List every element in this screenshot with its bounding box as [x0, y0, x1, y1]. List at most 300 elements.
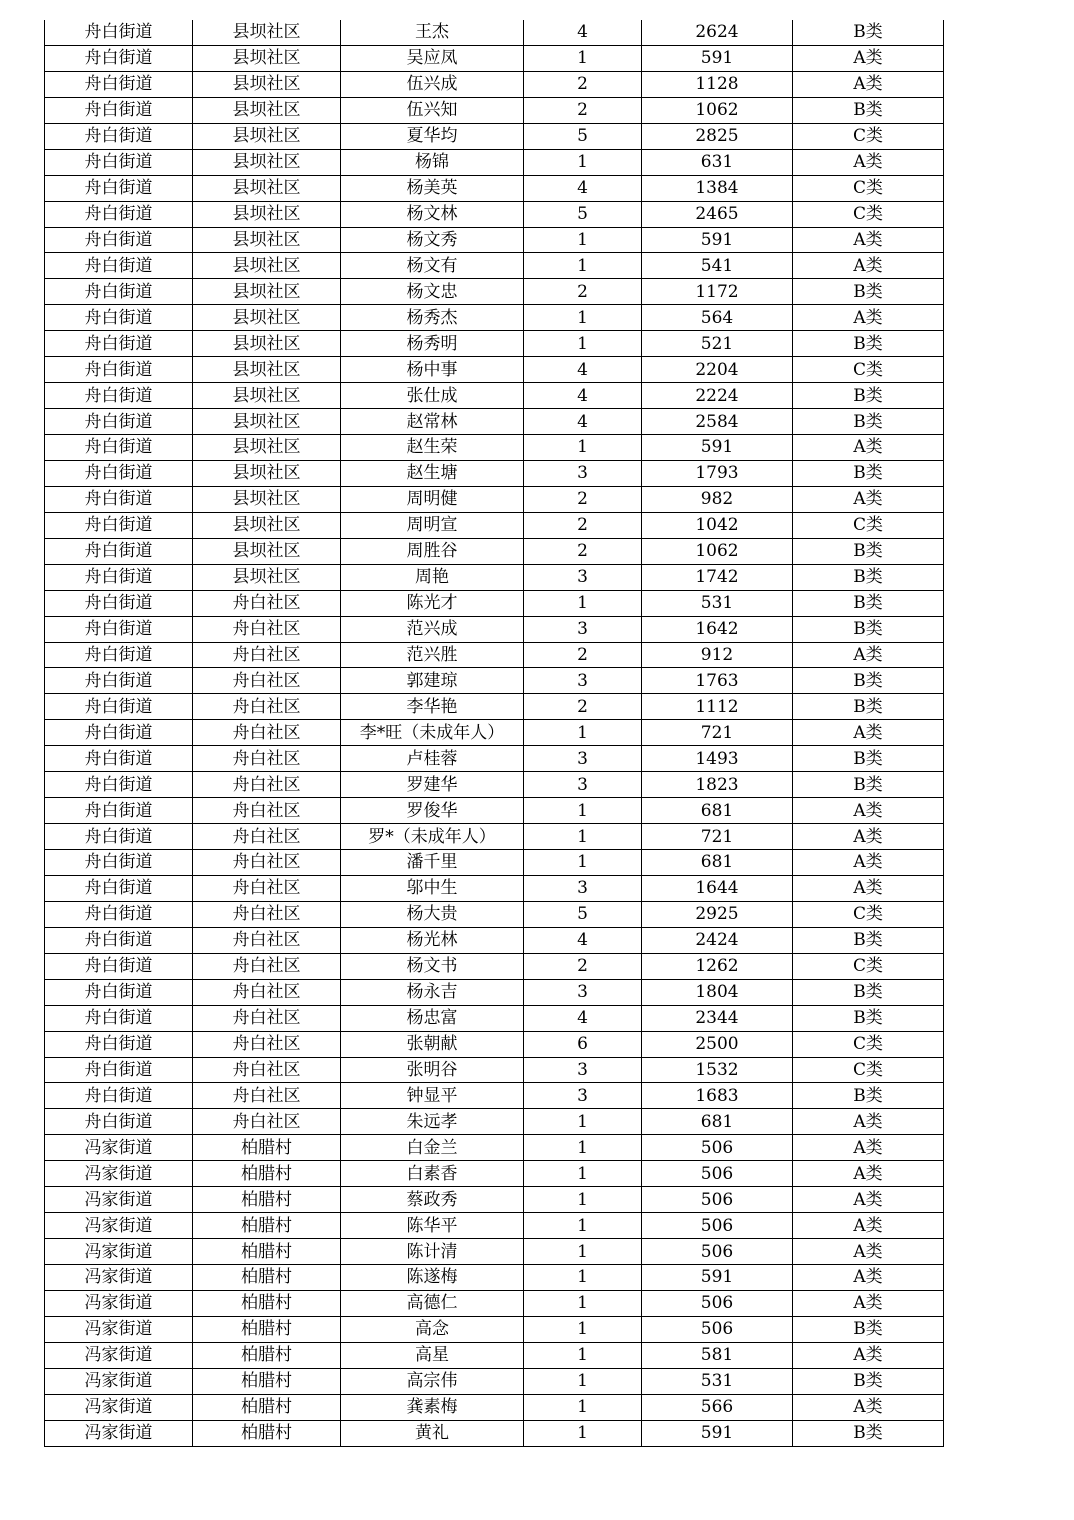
name-cell: 罗*（未成年人） [341, 824, 524, 850]
table-row [45, 1265, 944, 1291]
amount-cell: 1384 [642, 175, 793, 201]
table-row [45, 979, 944, 1005]
name-cell: 张明谷 [341, 1057, 524, 1083]
community-cell: 县坝社区 [193, 201, 341, 227]
street-cell: 舟白街道 [45, 305, 193, 331]
name-cell: 王杰 [341, 20, 524, 45]
street-cell: 冯家街道 [45, 1213, 193, 1239]
community-cell: 舟白社区 [193, 694, 341, 720]
category-cell: A类 [793, 824, 944, 850]
amount-cell: 531 [642, 1368, 793, 1394]
community-cell: 县坝社区 [193, 435, 341, 461]
category-cell: A类 [793, 850, 944, 876]
category-cell: C类 [793, 357, 944, 383]
category-cell: C类 [793, 512, 944, 538]
household-size-cell: 4 [524, 927, 642, 953]
community-cell: 舟白社区 [193, 1031, 341, 1057]
community-cell: 柏腊村 [193, 1394, 341, 1420]
street-cell: 舟白街道 [45, 1005, 193, 1031]
table-row [45, 201, 944, 227]
category-cell: B类 [793, 927, 944, 953]
street-cell: 舟白街道 [45, 123, 193, 149]
name-cell: 陈遂梅 [341, 1265, 524, 1291]
community-cell: 舟白社区 [193, 979, 341, 1005]
street-cell: 舟白街道 [45, 253, 193, 279]
name-cell: 陈计清 [341, 1239, 524, 1265]
table-row [45, 1290, 944, 1316]
amount-cell: 1062 [642, 538, 793, 564]
table-row [45, 1057, 944, 1083]
name-cell: 杨文有 [341, 253, 524, 279]
amount-cell: 564 [642, 305, 793, 331]
amount-cell: 1128 [642, 71, 793, 97]
street-cell: 舟白街道 [45, 383, 193, 409]
name-cell: 杨文林 [341, 201, 524, 227]
household-size-cell: 1 [524, 824, 642, 850]
community-cell: 县坝社区 [193, 564, 341, 590]
category-cell: B类 [793, 1005, 944, 1031]
name-cell: 李华艳 [341, 694, 524, 720]
household-size-cell: 1 [524, 850, 642, 876]
street-cell: 舟白街道 [45, 512, 193, 538]
street-cell: 舟白街道 [45, 97, 193, 123]
household-size-cell: 5 [524, 901, 642, 927]
name-cell: 赵生塘 [341, 460, 524, 486]
name-cell: 陈华平 [341, 1213, 524, 1239]
amount-cell: 2925 [642, 901, 793, 927]
amount-cell: 541 [642, 253, 793, 279]
community-cell: 柏腊村 [193, 1290, 341, 1316]
street-cell: 舟白街道 [45, 175, 193, 201]
amount-cell: 1042 [642, 512, 793, 538]
community-cell: 柏腊村 [193, 1161, 341, 1187]
community-cell: 柏腊村 [193, 1135, 341, 1161]
household-size-cell: 3 [524, 1057, 642, 1083]
name-cell: 杨永吉 [341, 979, 524, 1005]
table-row [45, 901, 944, 927]
amount-cell: 506 [642, 1213, 793, 1239]
household-size-cell: 1 [524, 1161, 642, 1187]
amount-cell: 591 [642, 435, 793, 461]
amount-cell: 2204 [642, 357, 793, 383]
name-cell: 杨秀杰 [341, 305, 524, 331]
name-cell: 李*旺（未成年人） [341, 720, 524, 746]
community-cell: 舟白社区 [193, 1083, 341, 1109]
name-cell: 范兴胜 [341, 642, 524, 668]
category-cell: B类 [793, 383, 944, 409]
amount-cell: 506 [642, 1239, 793, 1265]
street-cell: 舟白街道 [45, 227, 193, 253]
category-cell: A类 [793, 720, 944, 746]
table-row [45, 772, 944, 798]
community-cell: 县坝社区 [193, 486, 341, 512]
amount-cell: 591 [642, 227, 793, 253]
table-row [45, 642, 944, 668]
street-cell: 舟白街道 [45, 149, 193, 175]
table-row [45, 1187, 944, 1213]
amount-cell: 1683 [642, 1083, 793, 1109]
name-cell: 吴应凤 [341, 45, 524, 71]
category-cell: B类 [793, 590, 944, 616]
household-size-cell: 3 [524, 460, 642, 486]
amount-cell: 631 [642, 149, 793, 175]
household-size-cell: 1 [524, 149, 642, 175]
table-row [45, 331, 944, 357]
category-cell: A类 [793, 435, 944, 461]
table-row [45, 953, 944, 979]
household-size-cell: 1 [524, 1135, 642, 1161]
household-size-cell: 4 [524, 20, 642, 45]
community-cell: 县坝社区 [193, 279, 341, 305]
table-row [45, 175, 944, 201]
name-cell: 高宗伟 [341, 1368, 524, 1394]
amount-cell: 1642 [642, 616, 793, 642]
household-size-cell: 2 [524, 486, 642, 512]
community-cell: 县坝社区 [193, 409, 341, 435]
household-size-cell: 1 [524, 1213, 642, 1239]
community-cell: 舟白社区 [193, 927, 341, 953]
community-cell: 县坝社区 [193, 357, 341, 383]
street-cell: 舟白街道 [45, 772, 193, 798]
amount-cell: 1532 [642, 1057, 793, 1083]
table-row [45, 20, 944, 45]
table-row [45, 1135, 944, 1161]
category-cell: B类 [793, 668, 944, 694]
category-cell: A类 [793, 1290, 944, 1316]
community-cell: 县坝社区 [193, 20, 341, 45]
street-cell: 冯家街道 [45, 1316, 193, 1342]
community-cell: 柏腊村 [193, 1420, 341, 1446]
street-cell: 舟白街道 [45, 616, 193, 642]
category-cell: B类 [793, 1368, 944, 1394]
category-cell: B类 [793, 1420, 944, 1446]
community-cell: 舟白社区 [193, 824, 341, 850]
table-row [45, 1239, 944, 1265]
community-cell: 舟白社区 [193, 953, 341, 979]
name-cell: 杨文秀 [341, 227, 524, 253]
household-size-cell: 1 [524, 1187, 642, 1213]
household-size-cell: 2 [524, 538, 642, 564]
category-cell: B类 [793, 20, 944, 45]
amount-cell: 681 [642, 798, 793, 824]
community-cell: 柏腊村 [193, 1239, 341, 1265]
amount-cell: 506 [642, 1316, 793, 1342]
table-row [45, 850, 944, 876]
name-cell: 杨大贵 [341, 901, 524, 927]
name-cell: 杨锦 [341, 149, 524, 175]
street-cell: 舟白街道 [45, 20, 193, 45]
amount-cell: 1172 [642, 279, 793, 305]
amount-cell: 506 [642, 1187, 793, 1213]
category-cell: A类 [793, 1187, 944, 1213]
household-size-cell: 1 [524, 253, 642, 279]
household-size-cell: 6 [524, 1031, 642, 1057]
category-cell: B类 [793, 694, 944, 720]
amount-cell: 681 [642, 1109, 793, 1135]
household-size-cell: 1 [524, 1290, 642, 1316]
category-cell: B类 [793, 331, 944, 357]
category-cell: C类 [793, 1057, 944, 1083]
household-size-cell: 4 [524, 409, 642, 435]
category-cell: A类 [793, 227, 944, 253]
household-size-cell: 3 [524, 668, 642, 694]
household-size-cell: 1 [524, 1394, 642, 1420]
category-cell: A类 [793, 1213, 944, 1239]
amount-cell: 912 [642, 642, 793, 668]
category-cell: A类 [793, 71, 944, 97]
household-size-cell: 3 [524, 616, 642, 642]
name-cell: 周胜谷 [341, 538, 524, 564]
community-cell: 柏腊村 [193, 1368, 341, 1394]
table-row [45, 1342, 944, 1368]
street-cell: 冯家街道 [45, 1239, 193, 1265]
household-size-cell: 1 [524, 1420, 642, 1446]
community-cell: 县坝社区 [193, 123, 341, 149]
street-cell: 冯家街道 [45, 1420, 193, 1446]
table-row [45, 512, 944, 538]
amount-cell: 1112 [642, 694, 793, 720]
name-cell: 赵生荣 [341, 435, 524, 461]
category-cell: A类 [793, 1135, 944, 1161]
amount-cell: 982 [642, 486, 793, 512]
table-row [45, 227, 944, 253]
name-cell: 杨中事 [341, 357, 524, 383]
community-cell: 舟白社区 [193, 720, 341, 746]
name-cell: 周明健 [341, 486, 524, 512]
amount-cell: 506 [642, 1135, 793, 1161]
table-row [45, 357, 944, 383]
community-cell: 舟白社区 [193, 798, 341, 824]
table-row [45, 1083, 944, 1109]
name-cell: 杨忠富 [341, 1005, 524, 1031]
household-size-cell: 1 [524, 305, 642, 331]
relief-roster-table [44, 20, 944, 1447]
amount-cell: 591 [642, 1265, 793, 1291]
table-row [45, 305, 944, 331]
table-row [45, 1420, 944, 1446]
category-cell: A类 [793, 1265, 944, 1291]
street-cell: 舟白街道 [45, 1031, 193, 1057]
category-cell: B类 [793, 1316, 944, 1342]
street-cell: 舟白街道 [45, 486, 193, 512]
table-row [45, 71, 944, 97]
name-cell: 杨秀明 [341, 331, 524, 357]
table-row [45, 409, 944, 435]
street-cell: 舟白街道 [45, 746, 193, 772]
category-cell: C类 [793, 953, 944, 979]
street-cell: 舟白街道 [45, 45, 193, 71]
name-cell: 黄礼 [341, 1420, 524, 1446]
street-cell: 舟白街道 [45, 71, 193, 97]
name-cell: 周明宣 [341, 512, 524, 538]
community-cell: 柏腊村 [193, 1187, 341, 1213]
category-cell: B类 [793, 616, 944, 642]
household-size-cell: 2 [524, 512, 642, 538]
name-cell: 朱远孝 [341, 1109, 524, 1135]
amount-cell: 2424 [642, 927, 793, 953]
community-cell: 舟白社区 [193, 901, 341, 927]
amount-cell: 1763 [642, 668, 793, 694]
community-cell: 舟白社区 [193, 875, 341, 901]
street-cell: 舟白街道 [45, 1109, 193, 1135]
table-row [45, 1316, 944, 1342]
community-cell: 县坝社区 [193, 253, 341, 279]
amount-cell: 1793 [642, 460, 793, 486]
table-row [45, 123, 944, 149]
table-row [45, 1031, 944, 1057]
amount-cell: 681 [642, 850, 793, 876]
name-cell: 周艳 [341, 564, 524, 590]
household-size-cell: 1 [524, 1316, 642, 1342]
table-row [45, 1368, 944, 1394]
category-cell: A类 [793, 305, 944, 331]
category-cell: B类 [793, 538, 944, 564]
household-size-cell: 4 [524, 383, 642, 409]
name-cell: 夏华均 [341, 123, 524, 149]
table-row [45, 616, 944, 642]
street-cell: 舟白街道 [45, 331, 193, 357]
household-size-cell: 1 [524, 227, 642, 253]
street-cell: 冯家街道 [45, 1368, 193, 1394]
household-size-cell: 1 [524, 45, 642, 71]
name-cell: 白素香 [341, 1161, 524, 1187]
household-size-cell: 1 [524, 720, 642, 746]
community-cell: 舟白社区 [193, 1005, 341, 1031]
community-cell: 县坝社区 [193, 460, 341, 486]
household-size-cell: 5 [524, 123, 642, 149]
community-cell: 县坝社区 [193, 512, 341, 538]
street-cell: 舟白街道 [45, 460, 193, 486]
community-cell: 县坝社区 [193, 331, 341, 357]
street-cell: 舟白街道 [45, 875, 193, 901]
street-cell: 舟白街道 [45, 1083, 193, 1109]
category-cell: C类 [793, 123, 944, 149]
category-cell: C类 [793, 901, 944, 927]
street-cell: 舟白街道 [45, 953, 193, 979]
name-cell: 高星 [341, 1342, 524, 1368]
community-cell: 舟白社区 [193, 746, 341, 772]
amount-cell: 506 [642, 1161, 793, 1187]
street-cell: 舟白街道 [45, 694, 193, 720]
community-cell: 柏腊村 [193, 1213, 341, 1239]
category-cell: C类 [793, 1031, 944, 1057]
name-cell: 邬中生 [341, 875, 524, 901]
household-size-cell: 2 [524, 642, 642, 668]
table-row [45, 279, 944, 305]
table-row [45, 253, 944, 279]
category-cell: B类 [793, 279, 944, 305]
community-cell: 舟白社区 [193, 668, 341, 694]
street-cell: 冯家街道 [45, 1342, 193, 1368]
amount-cell: 1493 [642, 746, 793, 772]
household-size-cell: 3 [524, 746, 642, 772]
community-cell: 县坝社区 [193, 383, 341, 409]
household-size-cell: 4 [524, 1005, 642, 1031]
street-cell: 冯家街道 [45, 1290, 193, 1316]
table-row [45, 694, 944, 720]
community-cell: 县坝社区 [193, 305, 341, 331]
table-row [45, 149, 944, 175]
community-cell: 县坝社区 [193, 97, 341, 123]
community-cell: 县坝社区 [193, 45, 341, 71]
category-cell: A类 [793, 486, 944, 512]
street-cell: 冯家街道 [45, 1187, 193, 1213]
table-body [45, 20, 944, 1446]
name-cell: 罗俊华 [341, 798, 524, 824]
community-cell: 舟白社区 [193, 772, 341, 798]
name-cell: 高念 [341, 1316, 524, 1342]
category-cell: A类 [793, 875, 944, 901]
community-cell: 舟白社区 [193, 850, 341, 876]
category-cell: C类 [793, 201, 944, 227]
household-size-cell: 1 [524, 798, 642, 824]
street-cell: 舟白街道 [45, 979, 193, 1005]
table-row [45, 1161, 944, 1187]
category-cell: B类 [793, 772, 944, 798]
street-cell: 舟白街道 [45, 901, 193, 927]
street-cell: 舟白街道 [45, 564, 193, 590]
community-cell: 县坝社区 [193, 175, 341, 201]
community-cell: 舟白社区 [193, 616, 341, 642]
name-cell: 陈光才 [341, 590, 524, 616]
name-cell: 白金兰 [341, 1135, 524, 1161]
street-cell: 冯家街道 [45, 1394, 193, 1420]
street-cell: 舟白街道 [45, 357, 193, 383]
household-size-cell: 1 [524, 1368, 642, 1394]
category-cell: B类 [793, 460, 944, 486]
category-cell: C类 [793, 175, 944, 201]
category-cell: A类 [793, 642, 944, 668]
household-size-cell: 3 [524, 564, 642, 590]
household-size-cell: 3 [524, 875, 642, 901]
household-size-cell: 2 [524, 953, 642, 979]
community-cell: 柏腊村 [193, 1342, 341, 1368]
community-cell: 舟白社区 [193, 1057, 341, 1083]
household-size-cell: 1 [524, 331, 642, 357]
household-size-cell: 1 [524, 1265, 642, 1291]
amount-cell: 1062 [642, 97, 793, 123]
name-cell: 钟显平 [341, 1083, 524, 1109]
street-cell: 冯家街道 [45, 1161, 193, 1187]
name-cell: 杨文书 [341, 953, 524, 979]
table-row [45, 460, 944, 486]
category-cell: A类 [793, 1239, 944, 1265]
street-cell: 舟白街道 [45, 279, 193, 305]
table-row [45, 798, 944, 824]
category-cell: A类 [793, 253, 944, 279]
street-cell: 舟白街道 [45, 824, 193, 850]
name-cell: 张仕成 [341, 383, 524, 409]
table-row [45, 435, 944, 461]
table-row [45, 45, 944, 71]
category-cell: B类 [793, 97, 944, 123]
household-size-cell: 3 [524, 1083, 642, 1109]
name-cell: 杨美英 [341, 175, 524, 201]
household-size-cell: 1 [524, 590, 642, 616]
table-row [45, 564, 944, 590]
name-cell: 伍兴知 [341, 97, 524, 123]
category-cell: B类 [793, 1083, 944, 1109]
amount-cell: 721 [642, 720, 793, 746]
name-cell: 赵常林 [341, 409, 524, 435]
amount-cell: 591 [642, 45, 793, 71]
amount-cell: 531 [642, 590, 793, 616]
amount-cell: 2224 [642, 383, 793, 409]
name-cell: 蔡政秀 [341, 1187, 524, 1213]
street-cell: 舟白街道 [45, 1057, 193, 1083]
household-size-cell: 4 [524, 357, 642, 383]
table-row [45, 486, 944, 512]
